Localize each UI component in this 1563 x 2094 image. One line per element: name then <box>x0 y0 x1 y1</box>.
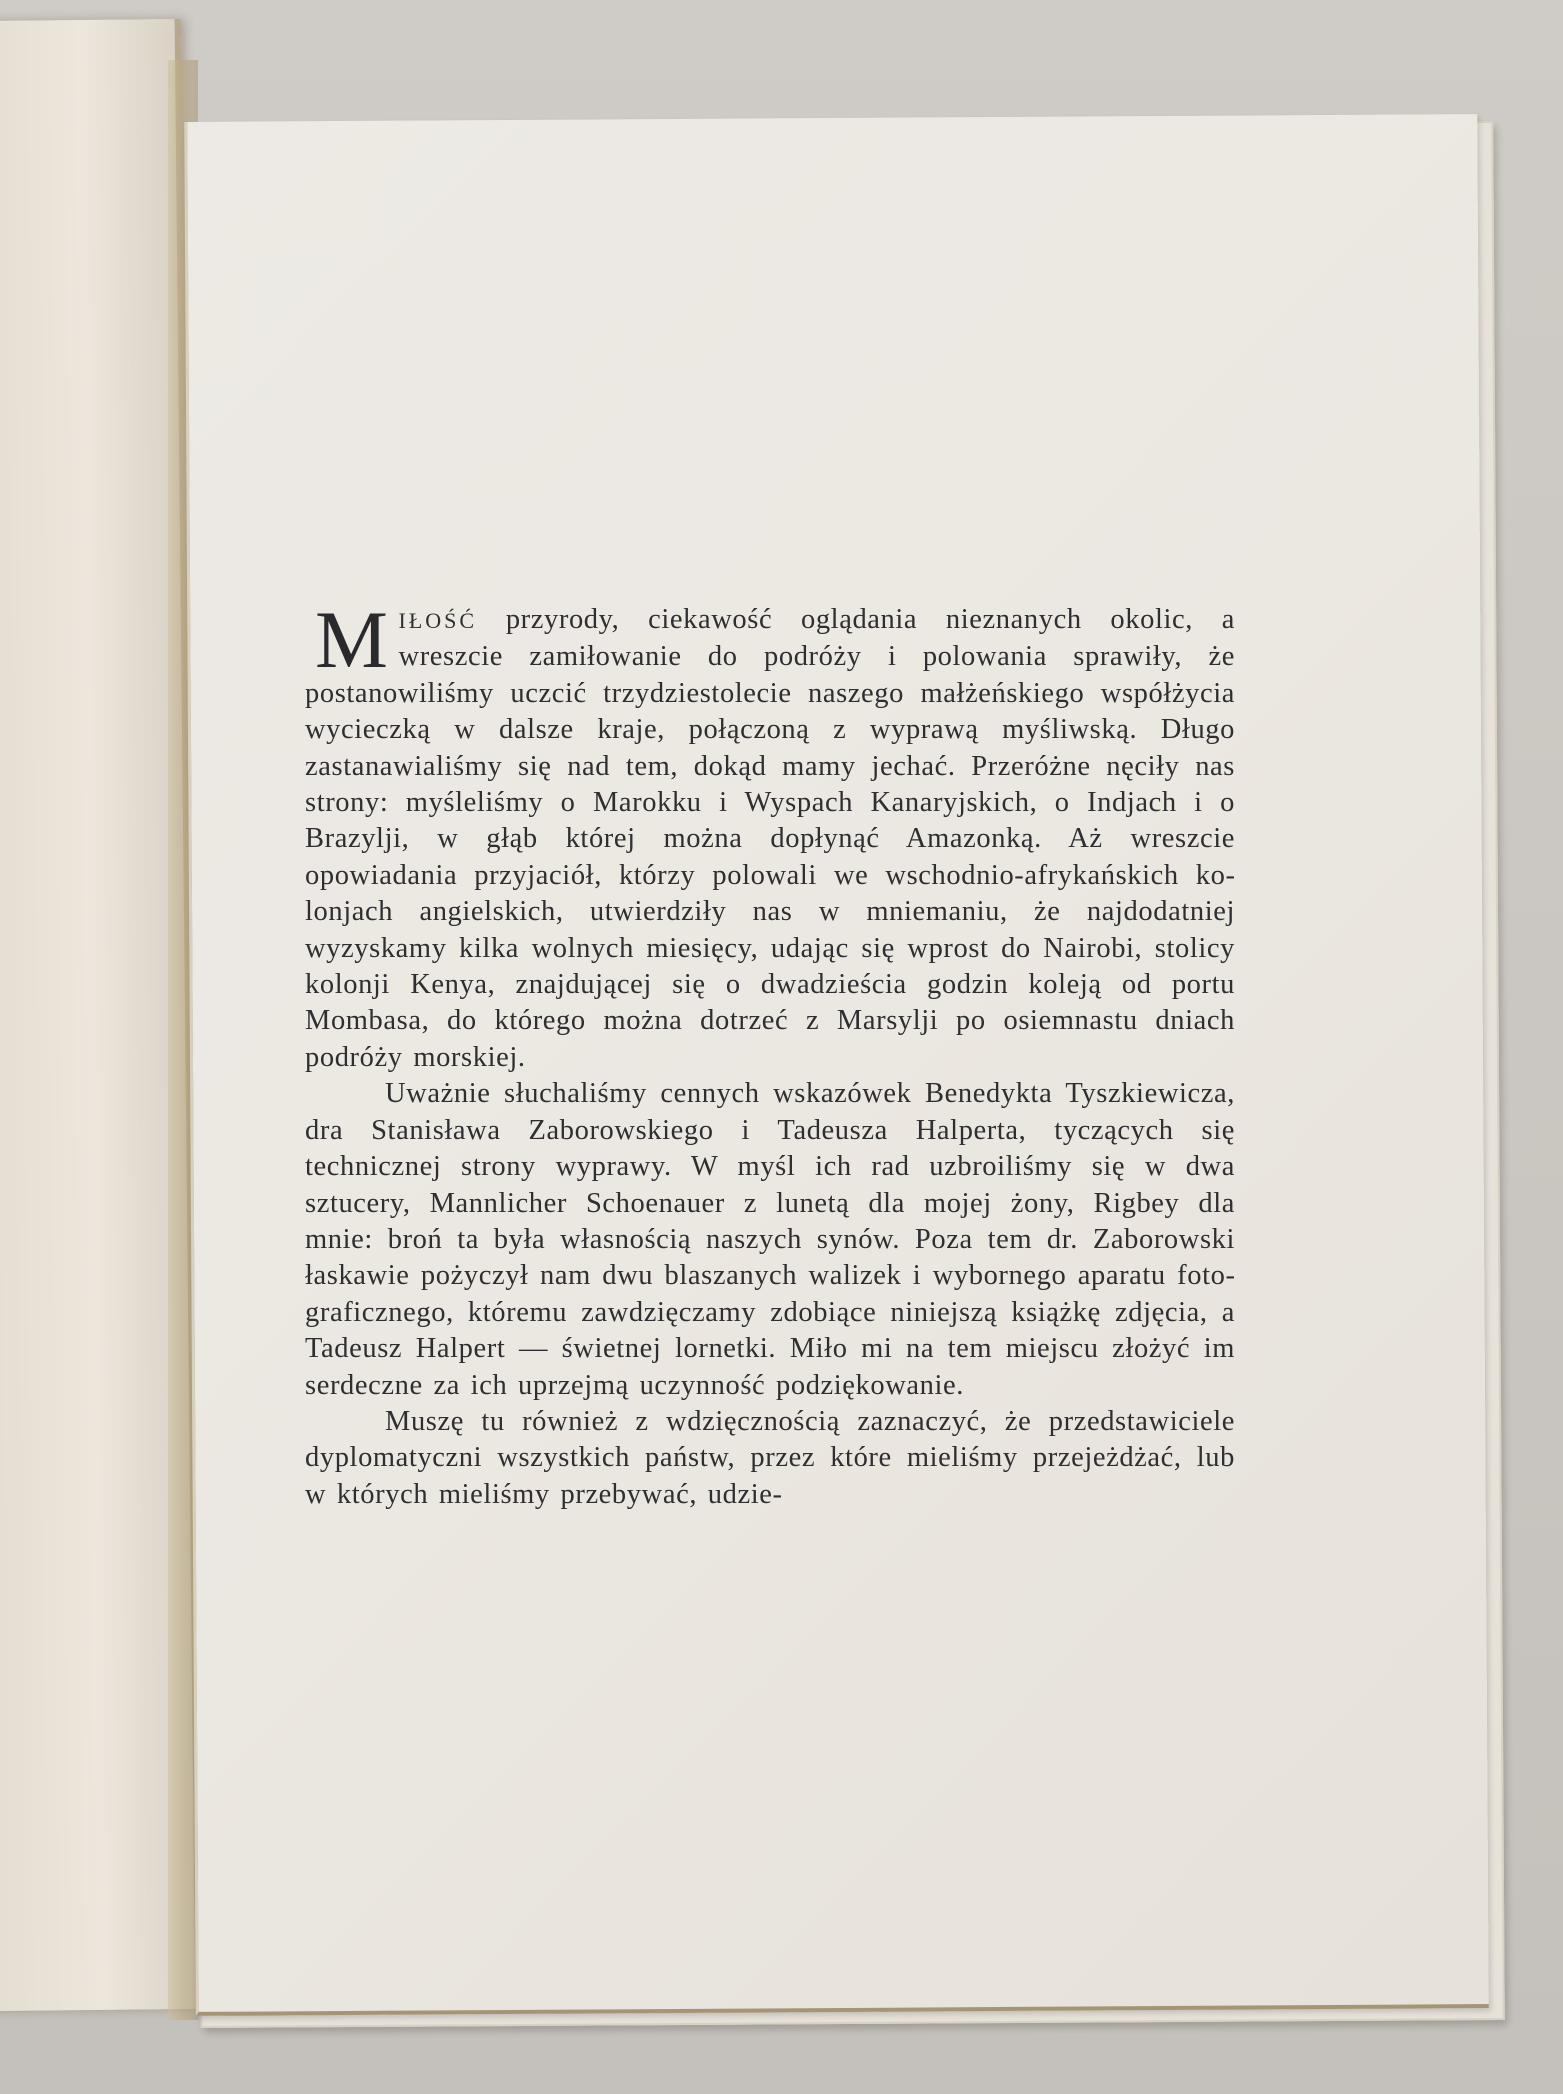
paragraph-3: Muszę tu również z wdzięcznością zaznaczyć, że przedstawiciele dyplomatyczni wszystkich państw, przez które mieliśmy przejeżdżać, lub w których mieliśmy przebywać, udzie- <box>305 1405 1235 1510</box>
paragraph-1-text: przyrody, ciekawość oglądania nieznanych okolic, a wreszcie zamiłowanie do podróży i polowania sprawiły, że postanowiliśmy uczcić trzydziestolecie naszego małżeńskiego współżycia wycieczką w dalsze kraje, połączoną z wyprawą myśliwską. Długo zastanawialiśmy się nad tem, dokąd mamy jechać. Przeróżne nęciły nas strony: myśleliśmy o Marokku i Wyspach Kanaryjskich, o Indjach i o Brazylji, w głąb której można dopłynąć Amazonką. Aż wreszcie opowiadania przyjaciół, którzy polowali we wschodnio-afrykańskich kolonjach angielskich, utwierdziły nas w mniemaniu, że najdodatniej wyzyskamy kilka wolnych miesięcy, udając się wprost do Nairobi, stolicy kolonji Kenya, znajdującej się o dwadzieścia godzin koleją od portu Mombasa, do którego można dotrzeć z Marsylji po osiemnastu dniach podróży morskiej. <box>305 604 1235 1073</box>
paragraph-1 <box>305 594 1235 1076</box>
first-word-smallcaps: IŁOŚĆ <box>398 608 478 633</box>
page-text <box>305 594 1235 1513</box>
paragraph-2: Uważnie słuchaliśmy cennych wskazówek Benedykta Tyszkiewicza, dra Stanisława Zaborowskiego i Tadeusza Halperta, tyczących się technicznej strony wyprawy. W myśl ich rad uzbroiliśmy się w dwa sztucery, Mannlicher Schoenauer z lunetą dla mojej żony, Rigbey dla mnie: broń ta była własnością naszych synów. Poza tem dr. Zaborowski łaskawie pożyczył nam dwu blaszanych walizek i wybornego aparatu fotograficznego, któremu zawdzięczamy zdobiące niniejszą książkę zdjęcia, a Tadeusz Halpert — świetnej lornetki. Miło mi na tem miejscu złożyć im serdeczne za ich uprzejmą uczynność podziękowanie. <box>305 1078 1235 1401</box>
drop-cap: M <box>315 594 389 685</box>
